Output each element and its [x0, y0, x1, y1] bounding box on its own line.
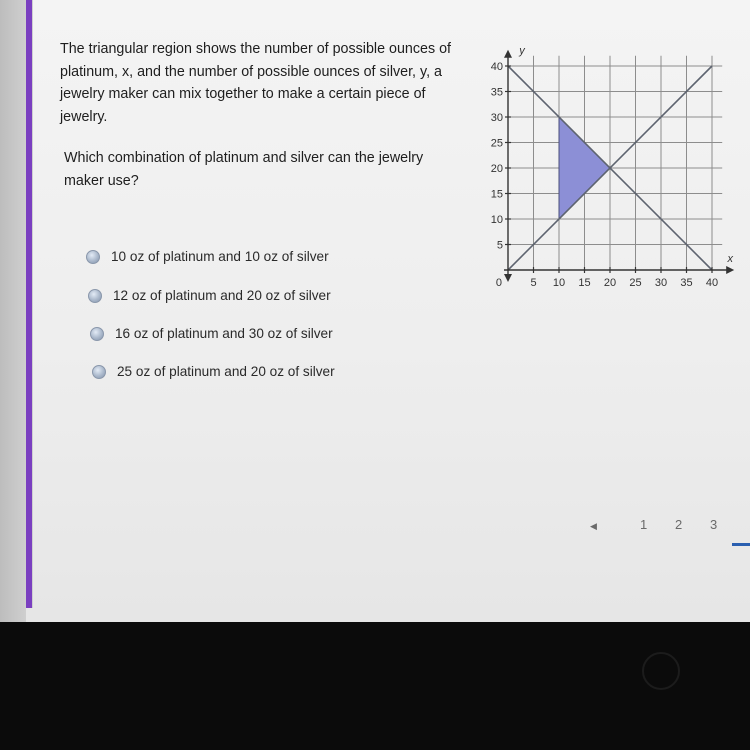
- y-tick-label: 25: [490, 137, 503, 150]
- x-tick-label: 35: [680, 277, 693, 289]
- x-tick-label: 10: [552, 277, 566, 289]
- x-tick-label: 20: [603, 277, 617, 289]
- pager-page-2[interactable]: 2: [675, 517, 683, 532]
- y-axis-up-arrow-icon: [504, 50, 512, 58]
- y-axis-label: y: [519, 44, 525, 57]
- x-tick-label: 5: [530, 277, 537, 289]
- answer-option-label: 16 oz of platinum and 30 oz of silver: [115, 326, 333, 341]
- pager-page-1[interactable]: 1: [640, 517, 648, 532]
- x-tick-label: 40: [705, 277, 719, 289]
- y-axis-down-arrow-icon: [504, 274, 512, 282]
- y-tick-label: 20: [490, 163, 503, 175]
- answer-option-4[interactable]: [92, 364, 335, 379]
- pager-page-3[interactable]: 3: [710, 517, 718, 532]
- left-triangle-icon: ◀: [590, 521, 597, 531]
- y-tick-label: 10: [490, 214, 503, 226]
- answer-option-2[interactable]: [88, 288, 331, 303]
- answer-option-label: 12 oz of platinum and 20 oz of silver: [113, 288, 331, 303]
- answer-option-1[interactable]: [86, 249, 329, 264]
- y-tick-label: 15: [490, 188, 503, 201]
- x-axis-label: x: [727, 253, 733, 265]
- graph: [470, 38, 733, 289]
- answer-option-3[interactable]: [90, 326, 333, 341]
- question-prompt: Which combination of platinum and silver can the jewelry maker use?: [64, 150, 424, 189]
- left-panel: [0, 0, 26, 622]
- monitor-bezel: [0, 622, 750, 750]
- x-axis-right-arrow-icon: [726, 266, 734, 274]
- radio-button[interactable]: [88, 289, 102, 303]
- pager-prev-button[interactable]: [590, 517, 597, 532]
- origin-label: 0: [495, 277, 502, 289]
- answer-option-label: 10 oz of platinum and 10 oz of silver: [111, 249, 329, 264]
- graph-svg: [470, 38, 733, 289]
- radio-button[interactable]: [92, 365, 106, 379]
- x-tick-label: 30: [654, 277, 668, 289]
- radio-button[interactable]: [90, 327, 104, 341]
- y-tick-label: 30: [490, 112, 503, 124]
- monitor-logo-icon: [642, 652, 680, 690]
- y-tick-label: 5: [496, 239, 503, 252]
- x-tick-label: 25: [629, 277, 642, 289]
- x-tick-label: 15: [578, 277, 591, 289]
- answer-option-label: 25 oz of platinum and 20 oz of silver: [117, 364, 335, 379]
- radio-button[interactable]: [86, 250, 100, 264]
- content-border: [32, 0, 33, 608]
- y-tick-label: 40: [490, 61, 503, 73]
- pager-active-indicator: [732, 543, 750, 546]
- question-text: The triangular region shows the number of possible ounces of platinum, x, and the number of possible ounces of silver, y, a jewelry maker can mix together to make a certain piece of jewelry.: [60, 41, 452, 125]
- y-tick-label: 35: [490, 86, 503, 99]
